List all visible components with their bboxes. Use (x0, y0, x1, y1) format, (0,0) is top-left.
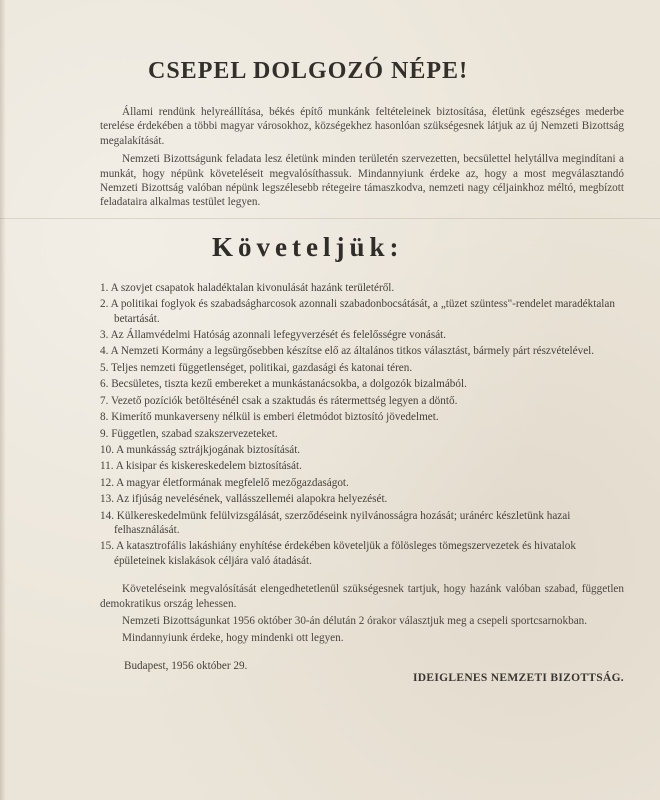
demand-text: A munkásság sztrájkjogának biztosítását. (116, 443, 301, 456)
closing-section (100, 582, 624, 646)
demand-text: A magyar életformának megfelelő mezőgazdaságot. (116, 476, 349, 489)
signature-row (100, 660, 624, 700)
demand-number: 2. (100, 298, 109, 311)
demand-number: 8. (100, 411, 109, 424)
demand-item (100, 539, 624, 568)
demand-item (100, 443, 624, 457)
demand-number: 13. (100, 493, 114, 506)
demand-item (100, 361, 624, 375)
demand-number: 1. (100, 281, 109, 294)
demand-text: A szovjet csapatok haladéktalan kivonulását hazánk területéről. (110, 281, 395, 294)
signature-committee: IDEIGLENES NEMZETI BIZOTTSÁG. (413, 671, 624, 684)
demand-item (100, 427, 624, 441)
demand-text: Független, szabad szakszervezeteket. (111, 427, 278, 440)
poster-title: CSEPEL DOLGOZÓ NÉPE! (148, 58, 469, 84)
demand-item (100, 281, 624, 295)
closing-paragraph-3: Mindannyiunk érdeke, hogy mindenki ott legyen. (122, 632, 344, 645)
intro-section (100, 105, 624, 210)
demand-number: 15. (100, 540, 114, 553)
demand-number: 11. (100, 460, 114, 473)
demand-number: 4. (100, 345, 109, 358)
demand-item (100, 509, 624, 538)
demands-list (100, 281, 624, 568)
demand-text: Az Államvédelmi Hatóság azonnali lefegyverzését és felelősségre vonását. (110, 329, 447, 342)
demand-item (100, 328, 624, 342)
demand-text: Becsületes, tiszta kezű embereket a munkástanácsokba, a dolgozók bizalmából. (111, 378, 467, 391)
demand-number: 9. (100, 427, 109, 440)
demand-text: A kisipar és kiskereskedelem biztosítását. (115, 460, 302, 473)
demand-text: Teljes nemzeti függetlenséget, politikai, gazdasági és katonai téren. (111, 361, 413, 374)
demand-text: Vezető pozíciók betöltésénél csak a szaktudás és rátermettség legyen a döntő. (111, 394, 458, 407)
demand-item (100, 344, 624, 358)
demands-heading: Követeljük: (212, 231, 404, 262)
paper-edge-shadow (0, 0, 6, 800)
place-and-date: Budapest, 1956 október 29. (124, 659, 248, 672)
demand-item (100, 394, 624, 408)
demand-text: A katasztrofális lakáshiány enyhítése érdekében követeljük a fölösleges tömegszervezetek és hivatalok épületeinek kislakások céljára való átadását. (114, 540, 576, 567)
demand-number: 6. (100, 378, 109, 391)
demand-item (100, 297, 624, 326)
demand-item (100, 410, 624, 424)
demand-text: A politikai foglyok és szabadságharcosok azonnali szabadonbocsátását, a „tüzet szüntess"-rendelet maradéktalan betartását. (110, 298, 615, 325)
demand-number: 7. (100, 394, 109, 407)
demand-number: 10. (100, 443, 114, 456)
demand-number: 12. (100, 476, 114, 489)
demand-text: A Nemzeti Kormány a legsürgősebben készítse elő az általános titkos választást, bármely párt részvételével. (110, 345, 595, 358)
closing-paragraph-1: Követeléseink megvalósítását elengedhetetlenül szükségesnek tartjuk, hogy hazánk valóban szabad, független demokratikus ország lehessen. (100, 583, 624, 610)
demand-text: Az ifjúság nevelésének, vallásszelleméi alapokra helyezését. (116, 493, 388, 506)
demand-number: 3. (100, 329, 109, 342)
demand-number: 5. (100, 361, 109, 374)
demand-item (100, 476, 624, 490)
closing-paragraph-2: Nemzeti Bizottságunkat 1956 október 30-án délután 2 órakor választjuk meg a csepeli sportcsarnokban. (122, 614, 588, 627)
demand-text: Külkereskedelmünk felülvizsgálását, szerződéseink nyilvánosságra hozását; uránérc készletünk hazai felhasználását. (114, 509, 571, 536)
demand-number: 14. (100, 509, 114, 522)
demand-item (100, 377, 624, 391)
intro-paragraph-1: Állami rendünk helyreállítása, békés építő munkánk feltételeinek biztosítása, életünk egészséges mederbe terelése érdekében a többi magyar városokhoz, községekhez hasonlóan szükségesnek látjuk az új Nemzeti Bizottság megalakítását. (100, 106, 624, 147)
intro-paragraph-2: Nemzeti Bizottságunk feladata lesz életünk minden területén szervezetten, becsülettel helytállva megindítani a munkát, hogy népünk követeléseit megvalósíthassuk. Mindannyiunk érdeke az, hogy a most megválasztandó Nemzeti Bizottság valóban népünk legszélesebb rétegeire támaszkodva, nemzeti nagy céljainkhoz méltó, megbízott feladataira alkalmas testület legyen. (100, 153, 624, 209)
demand-item (100, 492, 624, 506)
demand-item (100, 459, 624, 473)
paper-fold-line (0, 218, 660, 219)
demand-text: Kimerítő munkaverseny nélkül is emberi életmódot biztosító jövedelmet. (111, 411, 439, 424)
